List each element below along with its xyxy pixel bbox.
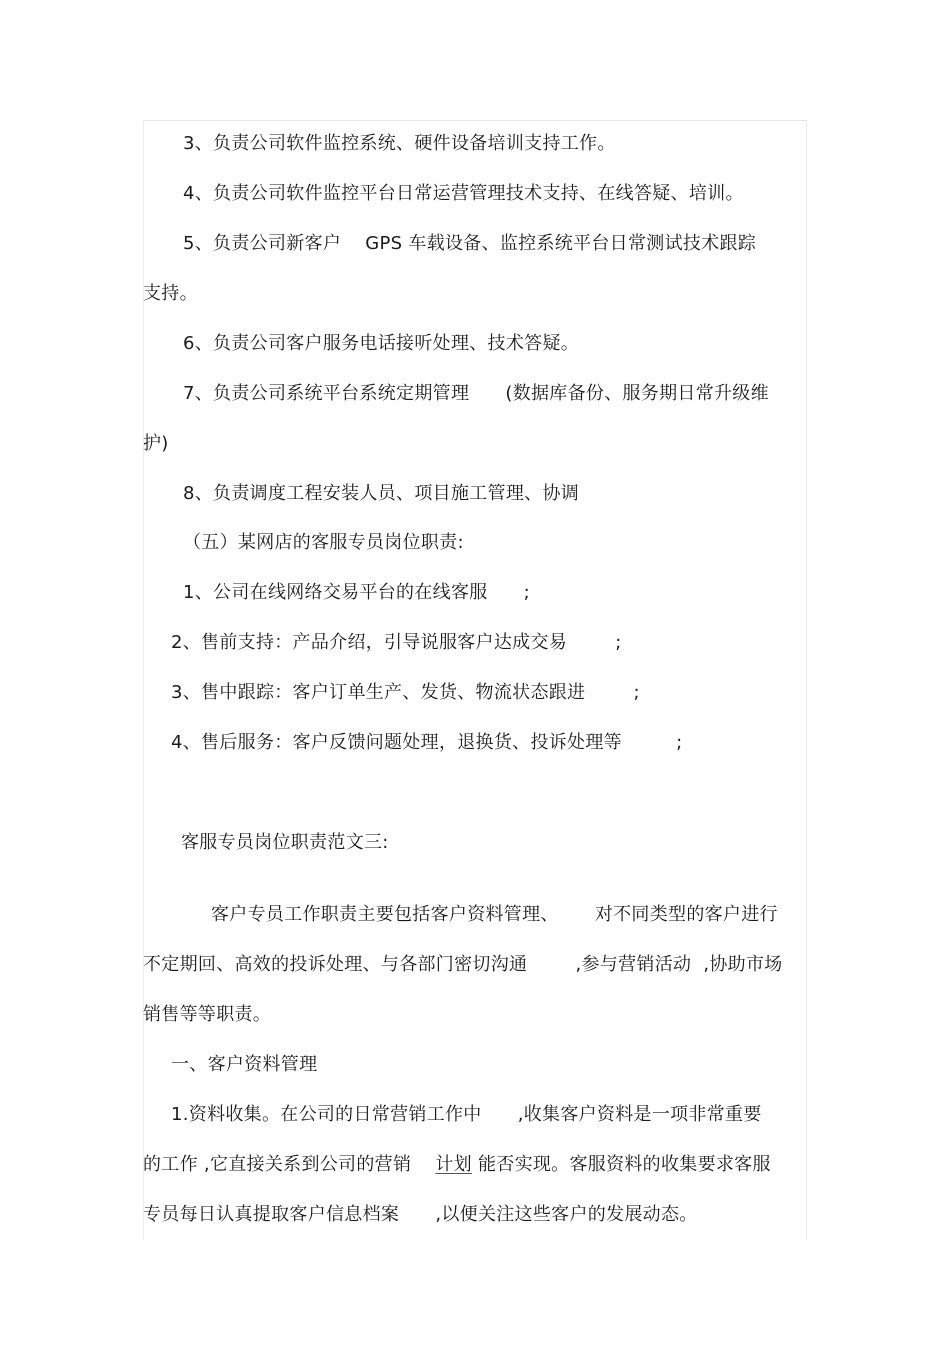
data-collection-text-c: 能否实现。客服资料的收集要求客服 [471, 1154, 771, 1175]
data-collection-line-3: 专员每日认真提取客户信息档案 ,以便关注这些客户的发展动态。 [143, 1204, 698, 1225]
sample-title-3: 客服专员岗位职责范文三: [181, 832, 389, 853]
duty-item-5-cont: 支持。 [143, 283, 198, 304]
duty-item-3: 3、负责公司软件监控系统、硬件设备培训支持工作。 [183, 133, 616, 154]
duty-item-4: 4、负责公司软件监控平台日常运营管理技术支持、在线答疑、培训。 [183, 183, 744, 204]
shop-duty-3: 3、售中跟踪：客户订单生产、发货、物流状态跟进 ; [171, 682, 640, 703]
duty-item-8: 8、负责调度工程安装人员、项目施工管理、协调 [183, 483, 580, 504]
intro-paragraph-line-3: 销售等等职责。 [143, 1004, 272, 1025]
duty-item-6: 6、负责公司客户服务电话接听处理、技术答疑。 [183, 333, 580, 354]
data-collection-line-1: 1.资料收集。在公司的日常营销工作中 ,收集客户资料是一项非常重要 [171, 1104, 762, 1125]
duty-item-7: 7、负责公司系统平台系统定期管理 (数据库备份、服务期日常升级维 [183, 383, 769, 404]
data-collection-line-2 [143, 1153, 771, 1177]
duty-item-5: 5、负责公司新客户 GPS 车载设备、监控系统平台日常测试技术跟踪 [183, 233, 757, 254]
shop-duty-1: 1、公司在线网络交易平台的在线客服 ; [183, 582, 531, 603]
intro-paragraph-line-1: 客户专员工作职责主要包括客户资料管理、 对不同类型的客户进行 [211, 904, 778, 925]
section-heading-5: （五）某网店的客服专员岗位职责: [183, 532, 464, 553]
duty-item-7-cont: 护) [143, 433, 169, 454]
data-collection-text-a: 的工作 ,它直接关系到公司的营销 [143, 1154, 436, 1175]
shop-duty-4: 4、售后服务：客户反馈问题处理，退换货、投诉处理等 ; [171, 732, 683, 753]
shop-duty-2: 2、售前支持：产品介绍，引导说服客户达成交易 ; [171, 632, 622, 653]
section-heading-customer-data: 一、客户资料管理 [171, 1054, 318, 1075]
intro-paragraph-line-2: 不定期回、高效的投诉处理、与各部门密切沟通 ,参与营销活动 ,协助市场 [143, 954, 783, 975]
plan-link[interactable]: 计划 [435, 1154, 472, 1175]
